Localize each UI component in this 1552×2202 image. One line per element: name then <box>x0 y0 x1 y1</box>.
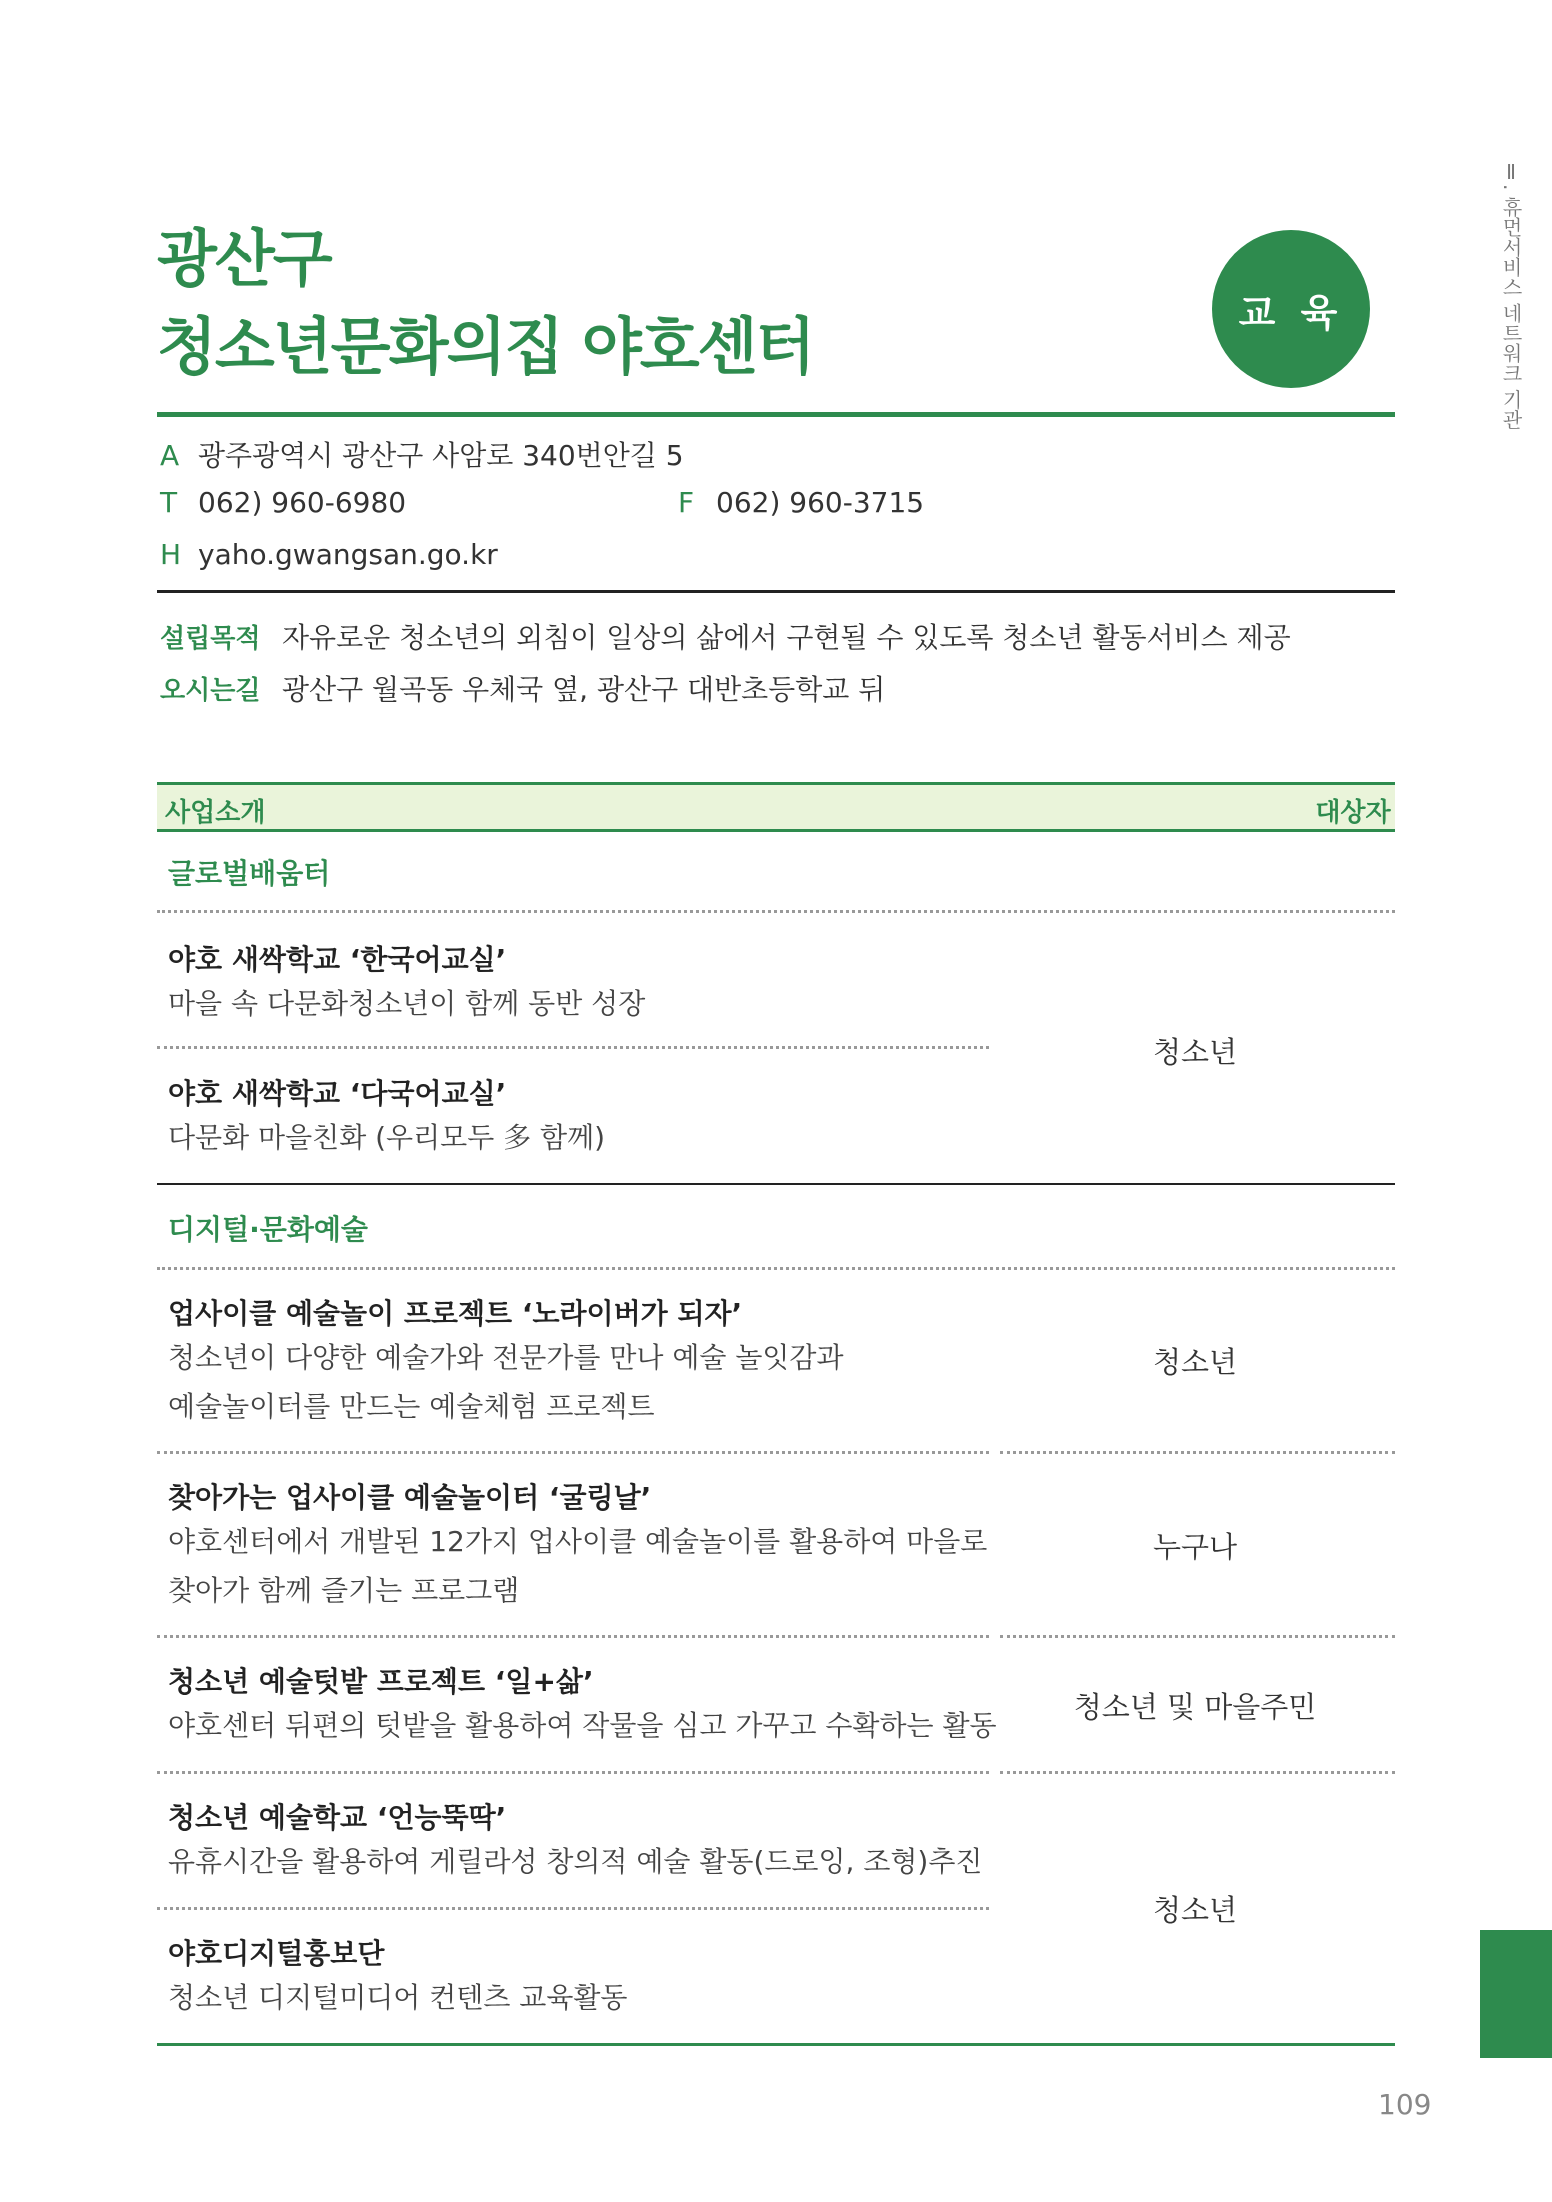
program-desc: 다문화 마을친화 (우리모두 多 함께) <box>168 1121 606 1154</box>
program-target: 청소년 <box>1152 1035 1238 1069</box>
page-number: 109 <box>1378 2088 1432 2121</box>
program-desc: 유휴시간을 활용하여 게릴라성 창의적 예술 활동(드로잉, 조형)추진 <box>168 1845 983 1878</box>
program-target: 청소년 <box>1152 1345 1238 1379</box>
row-divider <box>1000 1771 1395 1774</box>
program-desc: 청소년이 다양한 예술가와 전문가를 만나 예술 놀잇감과 <box>168 1341 844 1374</box>
program-title: 청소년 예술학교 ‘언능뚝딱’ <box>168 1801 507 1834</box>
program-target: 청소년 <box>1152 1893 1238 1927</box>
section-side-label: Ⅱ. 휴먼서비스 네트워크 기관 <box>1499 160 1523 430</box>
table-header <box>157 782 1395 832</box>
program-title: 청소년 예술텃밭 프로젝트 ‘일+삶’ <box>168 1665 594 1698</box>
category-badge: 교 육 <box>1212 230 1370 388</box>
directions-row: 오시는길 광산구 월곡동 우체국 옆, 광산구 대반초등학교 뒤 <box>160 673 886 706</box>
row-divider <box>157 1451 989 1454</box>
row-divider <box>157 1907 989 1910</box>
row-divider <box>157 1267 1395 1270</box>
table-bottom-rule <box>157 2043 1395 2046</box>
row-divider <box>157 910 1395 913</box>
contact-rule <box>157 590 1395 593</box>
column-program: 사업소개 <box>165 798 266 828</box>
program-title: 야호 새싹학교 ‘한국어교실’ <box>168 943 507 976</box>
category-title: 디지털·문화예술 <box>168 1213 368 1246</box>
row-divider <box>157 1046 989 1049</box>
program-title: 야호디지털홍보단 <box>168 1937 385 1970</box>
section-tab-marker <box>1480 1930 1552 2058</box>
column-target: 대상자 <box>1315 798 1391 828</box>
program-title: 야호 새싹학교 ‘다국어교실’ <box>168 1077 507 1110</box>
page-title: 광산구 청소년문화의집 야호센터 <box>157 222 814 383</box>
program-desc: 예술놀이터를 만드는 예술체험 프로젝트 <box>168 1390 655 1423</box>
row-divider <box>157 1635 989 1638</box>
category-title: 글로벌배움터 <box>168 857 331 890</box>
row-divider <box>1000 1451 1395 1454</box>
program-desc: 찾아가 함께 즐기는 프로그램 <box>168 1574 520 1607</box>
program-desc: 청소년 디지털미디어 컨텐츠 교육활동 <box>168 1981 628 2014</box>
row-divider <box>157 1771 989 1774</box>
fax-row: F 062) 960-3715 <box>678 486 925 519</box>
category-rule <box>157 1183 1395 1185</box>
program-desc: 야호센터에서 개발된 12가지 업사이클 예술놀이를 활용하여 마을로 <box>168 1525 988 1558</box>
row-divider <box>1000 1635 1395 1638</box>
address-row: A 광주광역시 광산구 사암로 340번안길 5 <box>160 439 684 472</box>
purpose-row: 설립목적 자유로운 청소년의 외침이 일상의 삶에서 구현될 수 있도록 청소년 활동서비스 제공 <box>160 621 1291 654</box>
program-target: 청소년 및 마을주민 <box>1073 1690 1317 1724</box>
header-rule <box>157 412 1395 417</box>
program-desc: 마을 속 다문화청소년이 함께 동반 성장 <box>168 987 646 1020</box>
program-title: 찾아가는 업사이클 예술놀이터 ‘굴링날’ <box>168 1481 652 1514</box>
program-target: 누구나 <box>1152 1530 1238 1564</box>
homepage-row: H yaho.gwangsan.go.kr <box>160 538 498 571</box>
homepage-link[interactable]: yaho.gwangsan.go.kr <box>198 538 498 571</box>
program-desc: 야호센터 뒤편의 텃밭을 활용하여 작물을 심고 가꾸고 수확하는 활동 <box>168 1709 997 1742</box>
tel-row: T 062) 960-6980 <box>160 486 407 519</box>
program-title: 업사이클 예술놀이 프로젝트 ‘노라이버가 되자’ <box>168 1297 743 1330</box>
